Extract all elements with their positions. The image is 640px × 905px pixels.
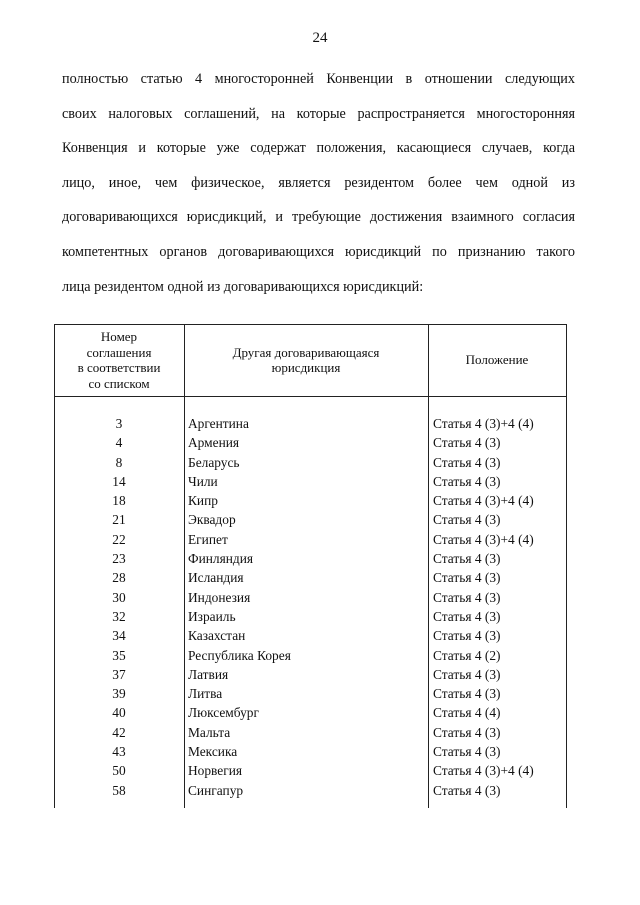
- body-paragraph: [62, 62, 575, 304]
- cell-number: 22: [112, 531, 126, 547]
- header-number-line: Номер: [100, 329, 138, 344]
- header-provision-line: Положение: [465, 352, 529, 368]
- cell-provision: Статья 4 (3)+4 (4): [433, 531, 534, 547]
- table-row: [54, 588, 566, 607]
- cell-number: 34: [112, 628, 126, 644]
- paragraph-line: лицо, иное, чем физическое, является резидентом более чем одной из: [62, 174, 575, 191]
- cell-provision: Статья 4 (3): [433, 589, 501, 605]
- cell-jurisdiction: Литва: [188, 686, 223, 702]
- cell-number: 23: [112, 551, 126, 567]
- cell-jurisdiction: Египет: [188, 531, 228, 547]
- table-row: [54, 433, 566, 452]
- cell-number: 18: [112, 493, 126, 509]
- cell-provision: Статья 4 (3): [433, 666, 501, 682]
- cell-number: 21: [112, 512, 126, 528]
- paragraph-line: лица резидентом одной из договаривающихся юрисдикций:: [62, 278, 424, 295]
- table-row: [54, 472, 566, 491]
- cell-jurisdiction: Армения: [188, 435, 240, 451]
- table-right-border: [566, 324, 567, 808]
- cell-jurisdiction: Аргентина: [188, 416, 249, 431]
- cell-provision: Статья 4 (3): [433, 454, 501, 470]
- table-row: [54, 665, 566, 684]
- paragraph-line: своих налоговых соглашений, на которые распространяется многосторонняя: [62, 105, 575, 122]
- cell-provision: Статья 4 (3): [433, 724, 501, 740]
- table-row: [54, 684, 566, 703]
- cell-number: 42: [112, 724, 126, 740]
- table-body: [54, 414, 566, 800]
- cell-number: 30: [112, 589, 126, 605]
- table-row: [54, 607, 566, 626]
- cell-provision: Статья 4 (3): [433, 744, 501, 760]
- cell-provision: Статья 4 (3): [433, 628, 501, 644]
- cell-number: 37: [112, 666, 126, 682]
- table-row: [54, 761, 566, 780]
- table-row: [54, 453, 566, 472]
- cell-number: 14: [112, 473, 126, 489]
- cell-number: 28: [112, 570, 126, 586]
- paragraph-line: Конвенция и которые уже содержат положения, касающиеся случаев, когда: [62, 140, 575, 157]
- cell-provision: Статья 4 (3): [433, 551, 501, 567]
- table-row: [54, 414, 566, 433]
- cell-provision: Статья 4 (3): [433, 435, 501, 451]
- cell-jurisdiction: Люксембург: [188, 705, 259, 721]
- cell-jurisdiction: Казахстан: [188, 628, 246, 644]
- table-row: [54, 742, 566, 761]
- cell-provision: Статья 4 (3)+4 (4): [433, 416, 534, 431]
- table-row: [54, 646, 566, 665]
- cell-provision: Статья 4 (3)+4 (4): [433, 763, 534, 779]
- page-number: 24: [312, 30, 328, 46]
- agreements-table: [54, 324, 566, 808]
- cell-jurisdiction: Латвия: [188, 666, 229, 682]
- cell-provision: Статья 4 (3): [433, 570, 501, 586]
- cell-jurisdiction: Мальта: [188, 724, 231, 740]
- table-header-divider: [54, 396, 566, 397]
- table-row: [54, 510, 566, 529]
- table-row: [54, 626, 566, 645]
- cell-provision: Статья 4 (4): [433, 705, 501, 721]
- cell-provision: Статья 4 (2): [433, 647, 501, 663]
- table-row: [54, 530, 566, 549]
- cell-jurisdiction: Норвегия: [188, 763, 243, 779]
- cell-jurisdiction: Израиль: [188, 608, 236, 624]
- header-number-line: со списком: [88, 375, 150, 391]
- cell-number: 35: [112, 647, 126, 663]
- table-row: [54, 491, 566, 510]
- paragraph-line: компетентных органов договаривающихся юрисдикций по признанию такого: [62, 243, 575, 260]
- cell-provision: Статья 4 (3): [433, 608, 501, 624]
- cell-jurisdiction: Чили: [188, 473, 218, 489]
- cell-jurisdiction: Финляндия: [188, 551, 254, 567]
- cell-number: 50: [112, 763, 126, 779]
- header-jurisdiction-line: Другая договаривающаяся: [232, 344, 380, 360]
- cell-number: 3: [115, 416, 123, 431]
- cell-jurisdiction: Беларусь: [188, 454, 240, 470]
- cell-number: 43: [112, 744, 126, 760]
- cell-provision: Статья 4 (3)+4 (4): [433, 493, 534, 509]
- cell-jurisdiction: Исландия: [188, 570, 244, 586]
- cell-jurisdiction: Мексика: [188, 744, 238, 760]
- cell-provision: Статья 4 (3): [433, 512, 501, 528]
- table-row: [54, 568, 566, 587]
- cell-jurisdiction: Кипр: [188, 493, 218, 509]
- header-number-line: соглашения: [86, 344, 152, 360]
- cell-provision: Статья 4 (3): [433, 686, 501, 702]
- cell-number: 39: [112, 686, 126, 702]
- table-row: [54, 549, 566, 568]
- header-provision: [428, 324, 566, 396]
- cell-number: 32: [112, 608, 126, 624]
- cell-number: 8: [115, 454, 123, 470]
- header-jurisdiction-line: юрисдикция: [271, 360, 341, 375]
- cell-number: 4: [115, 435, 123, 451]
- table-row: [54, 703, 566, 722]
- cell-number: 58: [112, 782, 126, 798]
- table-row: [54, 723, 566, 742]
- header-number: [54, 324, 184, 396]
- header-jurisdiction: [184, 324, 428, 396]
- paragraph-line: полностью статью 4 многосторонней Конвенции в отношении следующих: [62, 71, 575, 87]
- cell-jurisdiction: Республика Корея: [188, 647, 291, 663]
- paragraph-line: договаривающихся юрисдикций, и требующие достижения взаимного согласия: [62, 209, 575, 226]
- header-number-line: в соответствии: [77, 360, 161, 375]
- cell-jurisdiction: Индонезия: [188, 589, 251, 605]
- cell-jurisdiction: Сингапур: [188, 782, 244, 798]
- cell-number: 40: [112, 705, 126, 721]
- cell-provision: Статья 4 (3): [433, 473, 501, 489]
- table-row: [54, 781, 566, 800]
- cell-jurisdiction: Эквадор: [188, 512, 236, 528]
- cell-provision: Статья 4 (3): [433, 782, 501, 798]
